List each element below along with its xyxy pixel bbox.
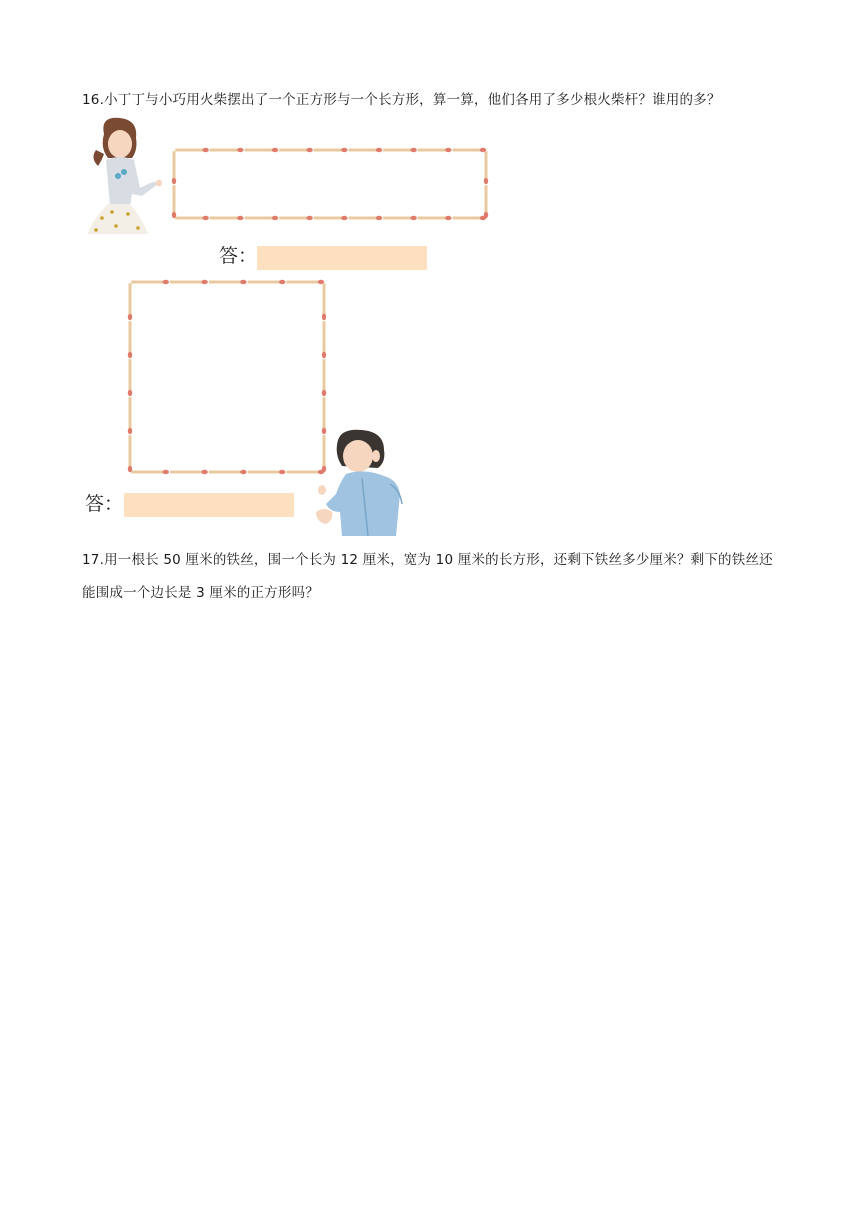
match-head bbox=[163, 470, 169, 474]
rectangle-matchsticks bbox=[172, 148, 488, 220]
match-head bbox=[410, 216, 416, 220]
girl-illustration bbox=[82, 114, 164, 238]
match-head bbox=[376, 216, 382, 220]
square-matchsticks bbox=[128, 280, 326, 474]
match-head bbox=[376, 148, 382, 152]
match-head bbox=[172, 178, 176, 184]
match-head bbox=[128, 314, 132, 320]
question-16-text: 16.小丁丁与小巧用火柴摆出了一个正方形与一个长方形，算一算，他们各用了多少根火柴杆？谁用的多？ bbox=[82, 92, 721, 108]
match-head bbox=[341, 148, 347, 152]
match-head bbox=[272, 216, 278, 220]
match-head bbox=[128, 352, 132, 358]
match-head bbox=[237, 148, 243, 152]
match-head bbox=[201, 280, 207, 284]
match-head bbox=[240, 470, 246, 474]
answer-label-2: 答： bbox=[85, 493, 124, 515]
match-head bbox=[128, 466, 132, 472]
answer-label-1: 答： bbox=[219, 245, 258, 267]
match-head bbox=[272, 148, 278, 152]
match-square bbox=[124, 276, 334, 478]
match-head bbox=[445, 216, 451, 220]
match-head bbox=[484, 178, 488, 184]
match-head bbox=[163, 280, 169, 284]
match-head bbox=[322, 352, 326, 358]
match-head bbox=[172, 212, 176, 218]
match-head bbox=[445, 148, 451, 152]
match-head bbox=[279, 470, 285, 474]
match-head bbox=[410, 148, 416, 152]
answer-box-1[interactable] bbox=[257, 246, 427, 270]
match-head bbox=[237, 216, 243, 220]
match-head bbox=[306, 216, 312, 220]
answer-box-2[interactable] bbox=[124, 493, 294, 517]
match-head bbox=[322, 390, 326, 396]
match-head bbox=[279, 280, 285, 284]
match-rectangle bbox=[168, 144, 492, 224]
boy-illustration bbox=[312, 428, 406, 538]
match-head bbox=[128, 428, 132, 434]
match-head bbox=[202, 148, 208, 152]
match-head bbox=[322, 314, 326, 320]
match-head bbox=[201, 470, 207, 474]
question-17-text: 17.用一根长 50 厘米的铁丝，围一个长为 12 厘米，宽为 10 厘米的长方形，还剩下铁丝多少厘米？剩下的铁丝还能围成一个边长是 3 厘米的正方形吗？ bbox=[82, 552, 773, 601]
match-head bbox=[306, 148, 312, 152]
match-head bbox=[341, 216, 347, 220]
match-head bbox=[240, 280, 246, 284]
match-head bbox=[128, 390, 132, 396]
match-head bbox=[202, 216, 208, 220]
match-head bbox=[484, 212, 488, 218]
